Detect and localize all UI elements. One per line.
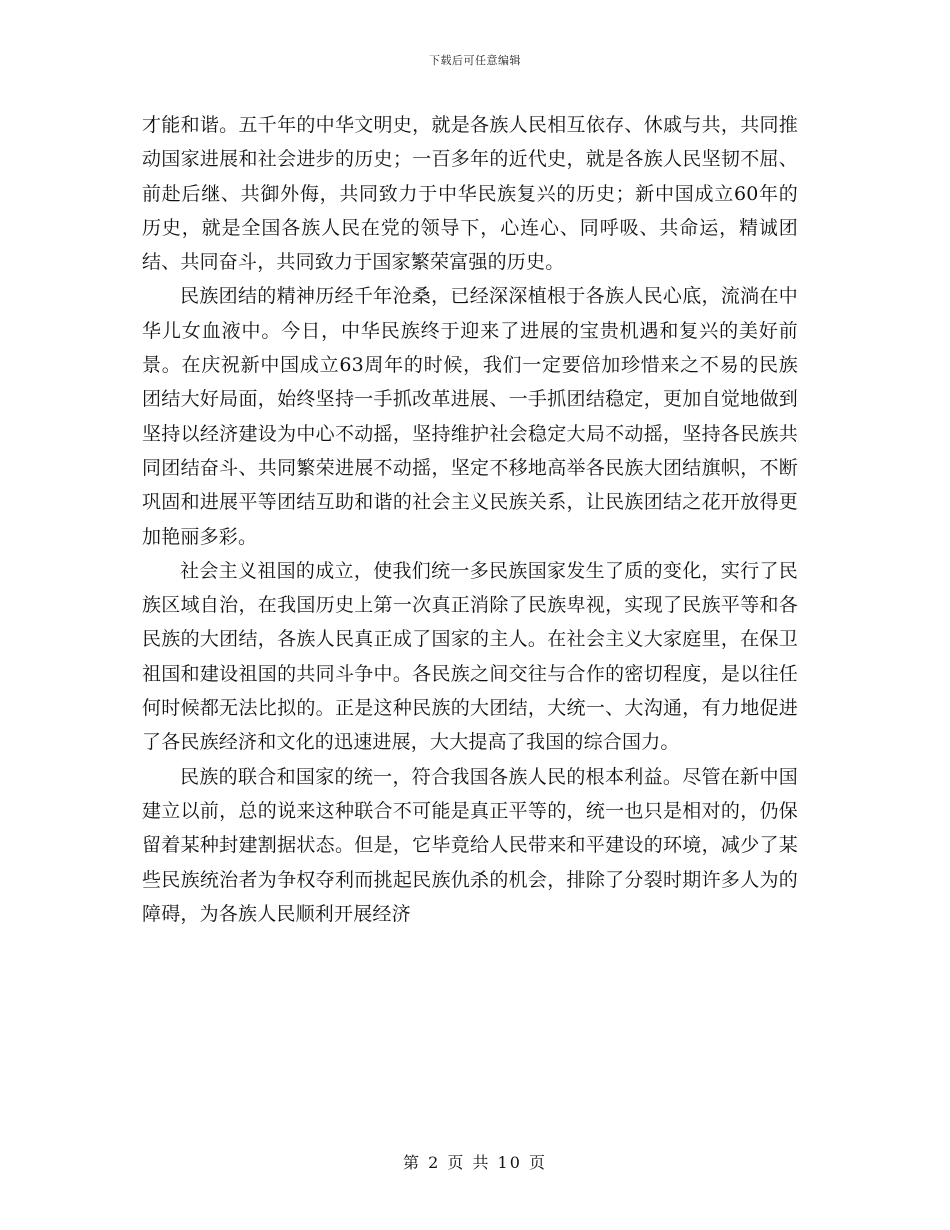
paragraph-4: 民族的联合和国家的统一，符合我国各族人民的根本利益。尽管在新中国建立以前，总的说来这种联合不可能是真正平等的，统一也只是相对的，仍保留着某种封建割据状态。但是，它毕竟给人民带来和平建设的环境，减少了某些民族统治者为争权夺利而挑起民族仇杀的机会，排除了分裂时期许多人为的障碍，为各族人民顺利开展经济 [142,765,798,925]
paragraph-2: 民族团结的精神历经千年沧桑，已经深深植根于各族人民心底，流淌在中华儿女血液中。今日，中华民族终于迎来了进展的宝贵机遇和复兴的美好前景。在庆祝新中国成立63周年的时候，我们一定要倍加珍惜来之不易的民族团结大好局面，始终坚持一手抓改革进展、一手抓团结稳定，更加自觉地做到坚持以经济建设为中心不动摇，坚持维护社会稳定大局不动摇，坚持各民族共同团结奋斗、共同繁荣进展不动摇，坚定不移地高举各民族大团结旗帜，不断巩固和进展平等团结互助和谐的社会主义民族关系，让民族团结之花开放得更加艳丽多彩。 [142,285,798,548]
page-footer: 第 2 页 共 10 页 [403,1153,547,1172]
page-header: 下载后可任意编辑 [429,54,521,67]
paragraph-1: 才能和谐。五千年的中华文明史，就是各族人民相互依存、休戚与共，共同推动国家进展和社会进步的历史；一百多年的近代史，就是各族人民坚韧不屈、前赴后继、共御外侮，共同致力于中华民族复兴的历史；新中国成立60年的历史，就是全国各族人民在党的领导下，心连心、同呼吸、共命运，精诚团结、共同奋斗，共同致力于国家繁荣富强的历史。 [142,114,798,274]
body-text [142,108,798,931]
paragraph-3: 社会主义祖国的成立，使我们统一多民族国家发生了质的变化，实行了民族区域自治，在我国历史上第一次真正消除了民族卑视，实现了民族平等和各民族的大团结，各族人民真正成了国家的主人。在社会主义大家庭里，在保卫祖国和建设祖国的共同斗争中。各民族之间交往与合作的密切程度，是以往任何时候都无法比拟的。正是这种民族的大团结，大统一、大沟通，有力地促进了各民族经济和文化的迅速进展，大大提高了我国的综合国力。 [142,559,798,754]
